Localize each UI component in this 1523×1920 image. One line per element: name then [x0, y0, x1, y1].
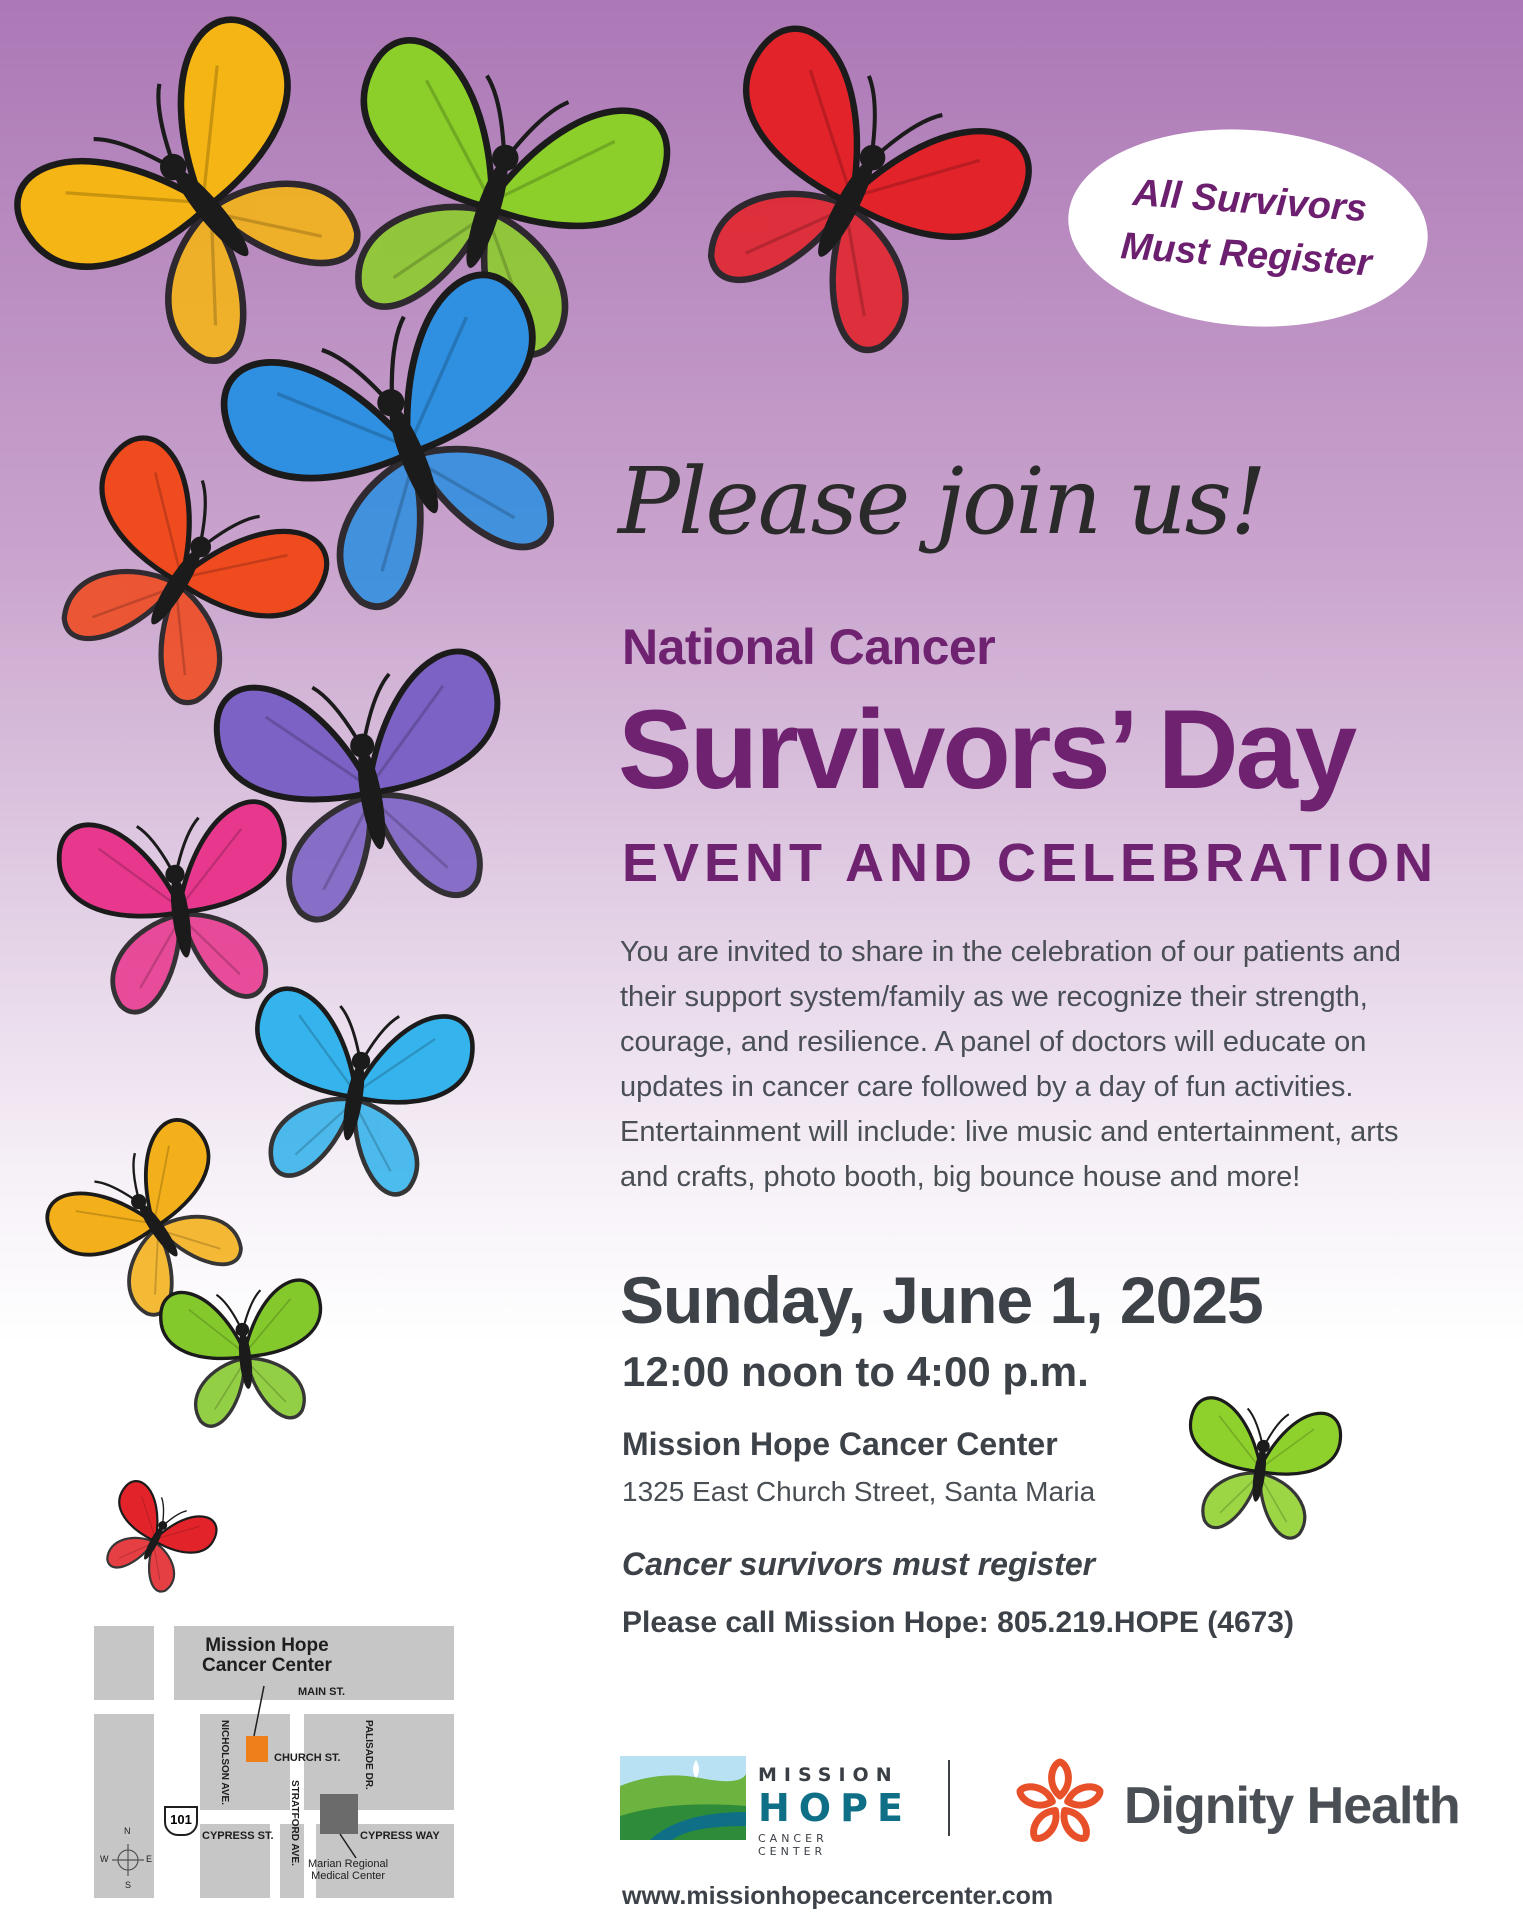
- map-hospital-label: [308, 1858, 388, 1882]
- mission-hope-landscape-icon: [620, 1756, 746, 1846]
- map-title-line-1: Mission Hope: [205, 1635, 329, 1656]
- map-street-cypress-st: CYPRESS ST.: [202, 1830, 274, 1842]
- dignity-health-wordmark: Dignity Health: [1124, 1777, 1460, 1835]
- butterfly-small-green-icon: [152, 1262, 339, 1449]
- location-map: [94, 1626, 454, 1898]
- event-address: 1325 East Church Street, Santa Maria: [622, 1476, 1096, 1507]
- butterfly-skyblue-icon: [212, 960, 498, 1230]
- logo-divider: [948, 1760, 950, 1836]
- badge-line-2: Must Register: [1119, 225, 1373, 285]
- butterfly-red-icon: [625, 0, 1075, 421]
- event-date: Sunday, June 1, 2025: [620, 1263, 1263, 1337]
- website-url[interactable]: www.missionhopecancercenter.com: [622, 1882, 1054, 1910]
- dignity-health-logo: [1012, 1756, 1460, 1852]
- event-venue: Mission Hope Cancer Center: [622, 1426, 1058, 1462]
- compass-icon: [94, 1818, 154, 1898]
- invite-script-heading: [608, 418, 1265, 618]
- register-note: Cancer survivors must register: [622, 1546, 1096, 1582]
- badge-line-1: All Survivors: [1131, 171, 1369, 231]
- mission-hope-logo: [620, 1752, 912, 1858]
- map-street-palisade: PALISADE DR.: [363, 1720, 374, 1790]
- headline-national-cancer: National Cancer: [622, 619, 996, 675]
- map-street-main: MAIN ST.: [298, 1686, 346, 1698]
- map-street-nicholson: NICHOLSON AVE.: [219, 1720, 230, 1806]
- mission-hope-word-cancer-center: CANCER CENTER: [758, 1832, 828, 1858]
- compass-w: W: [100, 1854, 109, 1864]
- mission-hope-word-mission: MISSION: [758, 1764, 899, 1786]
- event-time: 12:00 noon to 4:00 p.m.: [622, 1348, 1089, 1395]
- register-badge: [1062, 118, 1435, 339]
- butterfly-tiny-red-icon: [78, 1461, 231, 1619]
- map-hospital-line-1: Marian Regional: [308, 1858, 389, 1870]
- map-street-church: CHURCH ST.: [274, 1752, 341, 1764]
- headline-survivors-day: Survivors’ Day: [618, 687, 1355, 812]
- registration-phone: Please call Mission Hope: 805.219.HOPE (4673): [622, 1606, 1294, 1639]
- dignity-health-star-icon: [1012, 1756, 1108, 1852]
- headline-event-celebration: EVENT AND CELEBRATION: [622, 833, 1439, 893]
- map-street-stratford: STRATFORD AVE.: [289, 1780, 300, 1866]
- invite-script-text: Please join us!: [618, 448, 1265, 555]
- map-highway-number: 101: [170, 1812, 192, 1827]
- map-highway-shield: [164, 1806, 198, 1836]
- map-street-cypress-way: CYPRESS WAY: [360, 1830, 440, 1842]
- map-title-line-2: Cancer Center: [202, 1655, 332, 1676]
- map-hospital-line-2: Medical Center: [311, 1870, 386, 1882]
- invitation-body: You are invited to share in the celebration of our patients and their support system/family as we recognize their strength, courage, and resilience. A panel of doctors will educate on updates in cancer care followed by a day of fun activities. Entertainment will include: live music and entertainment, arts and crafts, photo booth, big bounce house and more!: [620, 936, 1401, 1193]
- butterfly-lime-icon: [1168, 1370, 1351, 1571]
- compass-e: E: [146, 1854, 153, 1864]
- compass-n: N: [124, 1826, 131, 1836]
- mission-hope-word-hope: HOPE: [758, 1786, 912, 1830]
- compass-s: S: [125, 1880, 132, 1890]
